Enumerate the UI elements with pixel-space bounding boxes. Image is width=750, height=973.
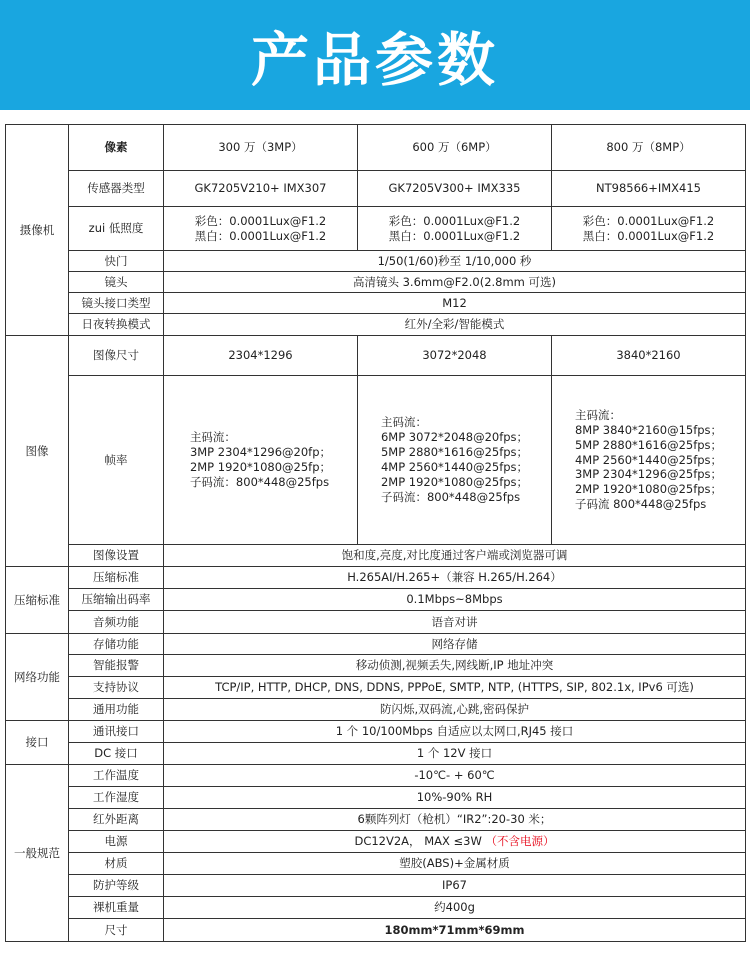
table-row bbox=[6, 376, 746, 545]
label-pixels: 像素 bbox=[69, 125, 164, 171]
pixels-8mp: 800 万（8MP） bbox=[552, 125, 746, 171]
label-protocol: 支持协议 bbox=[69, 677, 164, 699]
value-general-function: 防闪烁,双码流,心跳,密码保护 bbox=[164, 699, 746, 721]
value-lens: 高清镜头 3.6mm@F2.0(2.8mm 可选) bbox=[164, 272, 746, 293]
table-row bbox=[6, 545, 746, 567]
value-protocol: TCP/IP, HTTP, DHCP, DNS, DDNS, PPPoE, SMTP, NTP, (HTTPS, SIP, 802.1x, IPv6 可选) bbox=[164, 677, 746, 699]
label-framerate: 帧率 bbox=[69, 376, 164, 545]
value-dimension: 180mm*71mm*69mm bbox=[164, 919, 746, 942]
label-bitrate: 压缩输出码率 bbox=[69, 589, 164, 611]
framerate-3mp: 主码流： 3MP 2304*1296@20fp； 2MP 1920*1080@25fp； 子码流：800*448@25fps bbox=[164, 376, 358, 545]
table-row bbox=[6, 765, 746, 787]
label-image-size: 图像尺寸 bbox=[69, 336, 164, 376]
table-row bbox=[6, 336, 746, 376]
table-row bbox=[6, 314, 746, 336]
table-row bbox=[6, 787, 746, 809]
value-daynight: 红外/全彩/智能模式 bbox=[164, 314, 746, 336]
value-image-settings: 饱和度,亮度,对比度通过客户端或浏览器可调 bbox=[164, 545, 746, 567]
value-humidity: 10%-90% RH bbox=[164, 787, 746, 809]
value-ip: IP67 bbox=[164, 875, 746, 897]
value-mount: M12 bbox=[164, 293, 746, 314]
value-ir: 6颗阵列灯（枪机）“IR2”:20-30 米； bbox=[164, 809, 746, 831]
value-bitrate: 0.1Mbps~8Mbps bbox=[164, 589, 746, 611]
page-title: 产品参数 bbox=[250, 26, 499, 94]
table-row bbox=[6, 589, 746, 611]
label-alarm: 智能报警 bbox=[69, 655, 164, 677]
table-row bbox=[6, 293, 746, 314]
group-image: 图像 bbox=[6, 336, 69, 567]
label-compression: 压缩标准 bbox=[69, 567, 164, 589]
label-mount: 镜头接口类型 bbox=[69, 293, 164, 314]
table-row bbox=[6, 721, 746, 743]
table-row bbox=[6, 125, 746, 171]
group-general: 一般规范 bbox=[6, 765, 69, 942]
table-row bbox=[6, 611, 746, 634]
table-row bbox=[6, 831, 746, 853]
table-row bbox=[6, 853, 746, 875]
value-audio: 语音对讲 bbox=[164, 611, 746, 634]
lowlight-8mp: 彩色：0.0001Lux@F1.2 黑白：0.0001Lux@F1.2 bbox=[552, 207, 746, 251]
label-image-settings: 图像设置 bbox=[69, 545, 164, 567]
label-comm: 通讯接口 bbox=[69, 721, 164, 743]
framerate-8mp: 主码流： 8MP 3840*2160@15fps； 5MP 2880*1616@25fps； 4MP 2560*1440@25fps； 3MP 2304*1296@25fps； 2MP 1920*1080@25fps； 子码流 800*448@25fps bbox=[552, 376, 746, 545]
table-row bbox=[6, 897, 746, 919]
size-3mp: 2304*1296 bbox=[164, 336, 358, 376]
group-interface: 接口 bbox=[6, 721, 69, 765]
label-general-function: 通用功能 bbox=[69, 699, 164, 721]
pixels-6mp: 600 万（6MP） bbox=[358, 125, 552, 171]
value-shutter: 1/50(1/60)秒至 1/10,000 秒 bbox=[164, 251, 746, 272]
table-row bbox=[6, 809, 746, 831]
pixels-3mp: 300 万（3MP） bbox=[164, 125, 358, 171]
label-lowlight: zui 低照度 bbox=[69, 207, 164, 251]
table-row bbox=[6, 634, 746, 655]
framerate-6mp: 主码流： 6MP 3072*2048@20fps； 5MP 2880*1616@25fps； 4MP 2560*1440@25fps； 2MP 1920*1080@25fps； 子码流：800*448@25fps bbox=[358, 376, 552, 545]
label-humidity: 工作湿度 bbox=[69, 787, 164, 809]
group-network: 网络功能 bbox=[6, 634, 69, 721]
sensor-8mp: NT98566+IMX415 bbox=[552, 171, 746, 207]
size-8mp: 3840*2160 bbox=[552, 336, 746, 376]
group-compression: 压缩标准 bbox=[6, 567, 69, 634]
power-note: （不含电源） bbox=[485, 834, 555, 849]
lowlight-3mp: 彩色：0.0001Lux@F1.2 黑白：0.0001Lux@F1.2 bbox=[164, 207, 358, 251]
value-temp: -10℃- + 60℃ bbox=[164, 765, 746, 787]
sensor-6mp: GK7205V300+ IMX335 bbox=[358, 171, 552, 207]
table-row bbox=[6, 207, 746, 251]
table-row bbox=[6, 655, 746, 677]
label-dc: DC 接口 bbox=[69, 743, 164, 765]
group-camera: 摄像机 bbox=[6, 125, 69, 336]
label-lens: 镜头 bbox=[69, 272, 164, 293]
value-material: 塑胶(ABS)+金属材质 bbox=[164, 853, 746, 875]
label-daynight: 日夜转换模式 bbox=[69, 314, 164, 336]
label-power: 电源 bbox=[69, 831, 164, 853]
value-dc: 1 个 12V 接口 bbox=[164, 743, 746, 765]
label-ir: 红外距离 bbox=[69, 809, 164, 831]
spec-table bbox=[5, 124, 746, 942]
label-audio: 音频功能 bbox=[69, 611, 164, 634]
value-compression: H.265AI/H.265+（兼容 H.265/H.264） bbox=[164, 567, 746, 589]
label-sensor: 传感器类型 bbox=[69, 171, 164, 207]
value-storage: 网络存储 bbox=[164, 634, 746, 655]
table-row bbox=[6, 699, 746, 721]
value-weight: 约400g bbox=[164, 897, 746, 919]
table-row bbox=[6, 171, 746, 207]
table-row bbox=[6, 743, 746, 765]
table-row bbox=[6, 567, 746, 589]
table-row bbox=[6, 919, 746, 942]
lowlight-6mp: 彩色：0.0001Lux@F1.2 黑白：0.0001Lux@F1.2 bbox=[358, 207, 552, 251]
label-storage: 存储功能 bbox=[69, 634, 164, 655]
table-row bbox=[6, 875, 746, 897]
table-row bbox=[6, 677, 746, 699]
title-banner bbox=[0, 0, 750, 110]
value-comm: 1 个 10/100Mbps 自适应以太网口,RJ45 接口 bbox=[164, 721, 746, 743]
size-6mp: 3072*2048 bbox=[358, 336, 552, 376]
label-dimension: 尺寸 bbox=[69, 919, 164, 942]
table-row bbox=[6, 251, 746, 272]
sensor-3mp: GK7205V210+ IMX307 bbox=[164, 171, 358, 207]
value-alarm: 移动侦测,视频丢失,网线断,IP 地址冲突 bbox=[164, 655, 746, 677]
label-weight: 裸机重量 bbox=[69, 897, 164, 919]
label-ip: 防护等级 bbox=[69, 875, 164, 897]
table-row bbox=[6, 272, 746, 293]
label-material: 材质 bbox=[69, 853, 164, 875]
label-shutter: 快门 bbox=[69, 251, 164, 272]
label-temp: 工作温度 bbox=[69, 765, 164, 787]
value-power: DC12V2A， MAX ≤3W （不含电源） bbox=[164, 831, 746, 853]
